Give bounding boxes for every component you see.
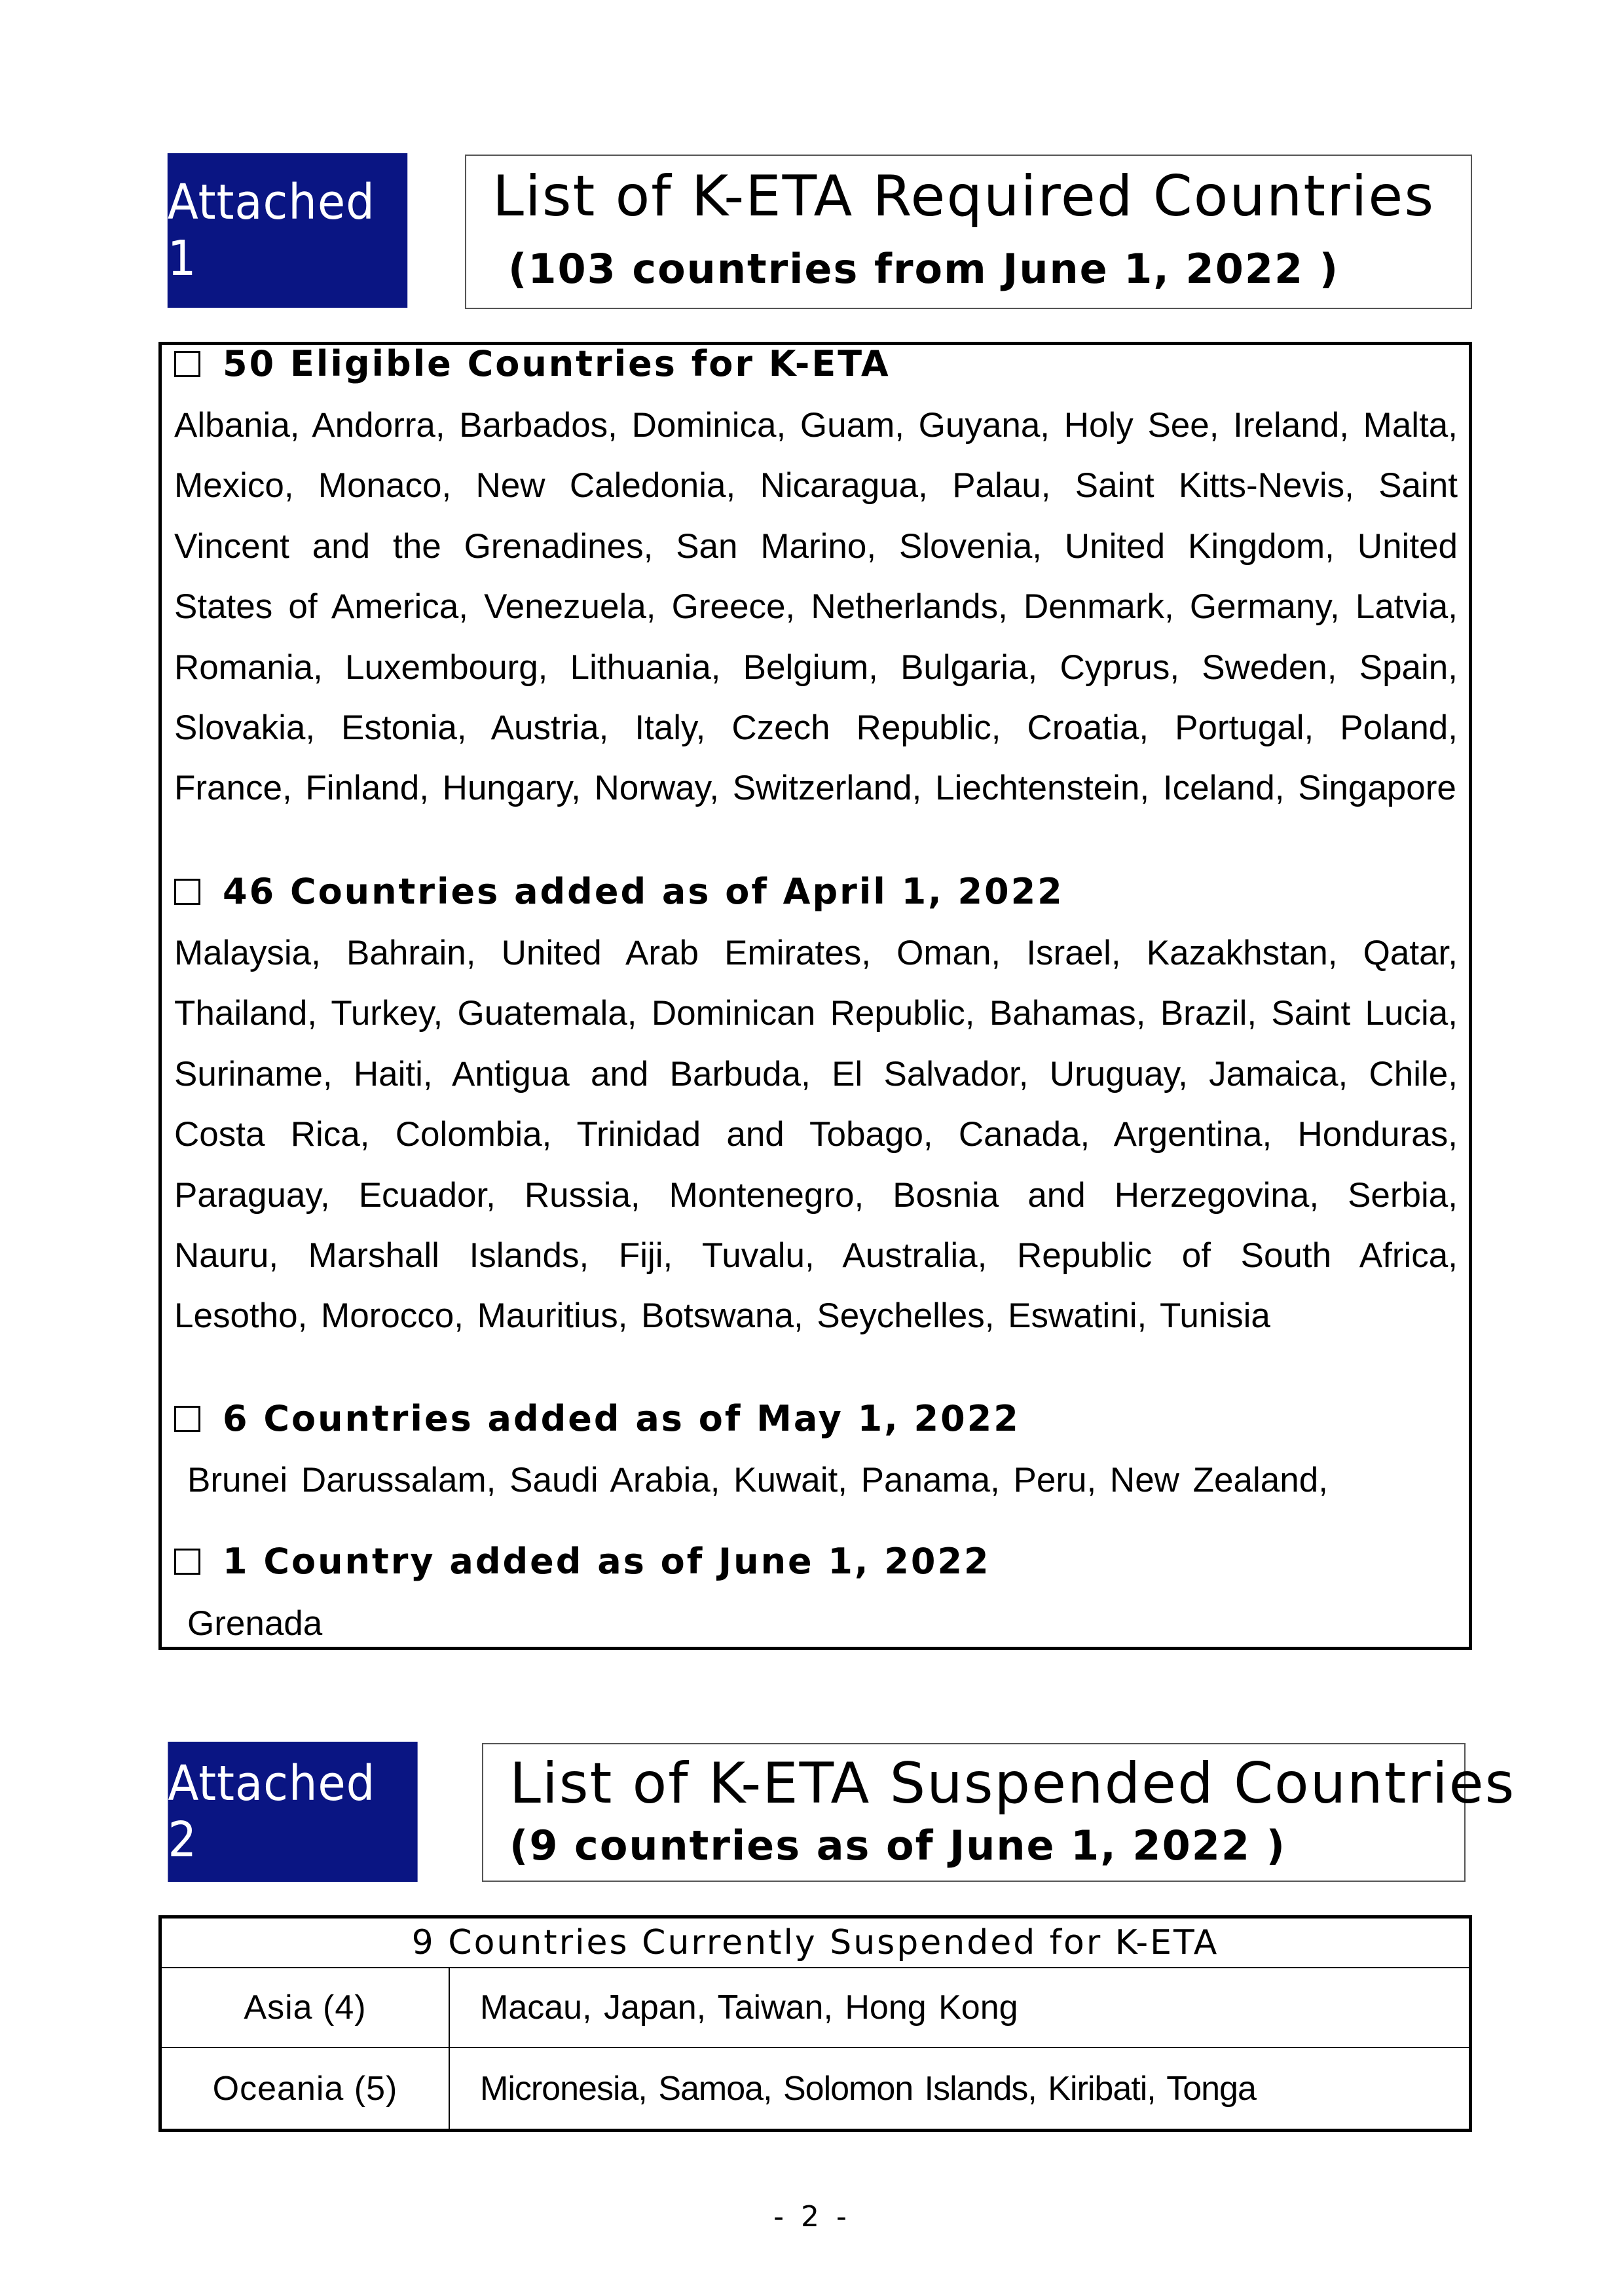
checkbox-icon [174, 879, 200, 905]
page-number: - 2 - [773, 2200, 851, 2233]
table-cell-region: Oceania (5) [162, 2048, 450, 2129]
attached-1-subtitle: (103 countries from June 1, 2022 ) [508, 245, 1340, 293]
table-row [162, 1968, 1469, 2048]
attached-1-label [168, 153, 407, 308]
table-cell-countries: Macau, Japan, Taiwan, Hong Kong [480, 1989, 1018, 2027]
section-heading-text: 1 Country added as of June 1, 2022 [223, 1541, 991, 1582]
checkbox-icon [174, 1549, 200, 1575]
section-heading-june [174, 1541, 991, 1582]
table-row [162, 2048, 1469, 2129]
checkbox-icon [174, 351, 200, 377]
section-heading-eligible [174, 343, 891, 384]
attached-2-title: List of K-ETA Suspended Countries [509, 1751, 1516, 1816]
section-countries-eligible: Albania, Andorra, Barbados, Dominica, Guam, Guyana, Holy See, Ireland, Malta, Mexico, Monaco, New Caledonia, Nicaragua, Palau, Saint Kitts-Nevis, Saint Vincent and the Grenadines, San Marino, Slovenia, United Kingdom, United States of America, Venezuela, Greece, Netherlands, Denmark, Germany, Latvia, Romania, Luxembourg, Lithuania, Belgium, Bulgaria, Cyprus, Sweden, Spain, Slovakia, Estonia, Austria, Italy, Czech Republic, Croatia, Portugal, Poland, France, Finland, Hungary, Norway, Switzerland, Liechtenstein, Iceland, Singapore [174, 406, 1458, 808]
table-cell-region: Asia (4) [162, 1968, 450, 2047]
attached-1-title: List of K-ETA Required Countries [492, 164, 1435, 229]
table-cell-countries: Micronesia, Samoa, Solomon Islands, Kiribati, Tonga [480, 2069, 1256, 2108]
section-heading-may [174, 1398, 1020, 1439]
section-countries-april: Malaysia, Bahrain, United Arab Emirates, Oman, Israel, Kazakhstan, Qatar, Thailand, Turkey, Guatemala, Dominican Republic, Bahamas, Brazil, Saint Lucia, Suriname, Haiti, Antigua and Barbuda, El Salvador, Uruguay, Jamaica, Chile, Costa Rica, Colombia, Trinidad and Tobago, Canada, Argentina, Honduras, Paraguay, Ecuador, Russia, Montenegro, Bosnia and Herzegovina, Serbia, Nauru, Marshall Islands, Fiji, Tuvalu, Australia, Republic of South Africa, Lesotho, Morocco, Mauritius, Botswana, Seychelles, Eswatini, Tunisia [174, 934, 1458, 1336]
section-heading-text: 50 Eligible Countries for K-ETA [223, 343, 891, 384]
section-heading-april [174, 871, 1064, 912]
attached-2-subtitle: (9 countries as of June 1, 2022 ) [509, 1822, 1286, 1869]
checkbox-icon [174, 1406, 200, 1432]
attached-1-label-text: Attached 1 [167, 174, 375, 287]
suspended-countries-table [158, 1915, 1472, 2132]
section-heading-text: 46 Countries added as of April 1, 2022 [223, 871, 1064, 912]
section-countries-june: Grenada [187, 1604, 323, 1643]
section-heading-text: 6 Countries added as of May 1, 2022 [223, 1398, 1020, 1439]
attached-2-label [168, 1742, 417, 1882]
attached-2-label-text: Attached 2 [168, 1755, 376, 1868]
section-countries-may: Brunei Darussalam, Saudi Arabia, Kuwait, Panama, Peru, New Zealand, [187, 1461, 1328, 1499]
table-header: 9 Countries Currently Suspended for K-ETA [162, 1919, 1469, 1968]
